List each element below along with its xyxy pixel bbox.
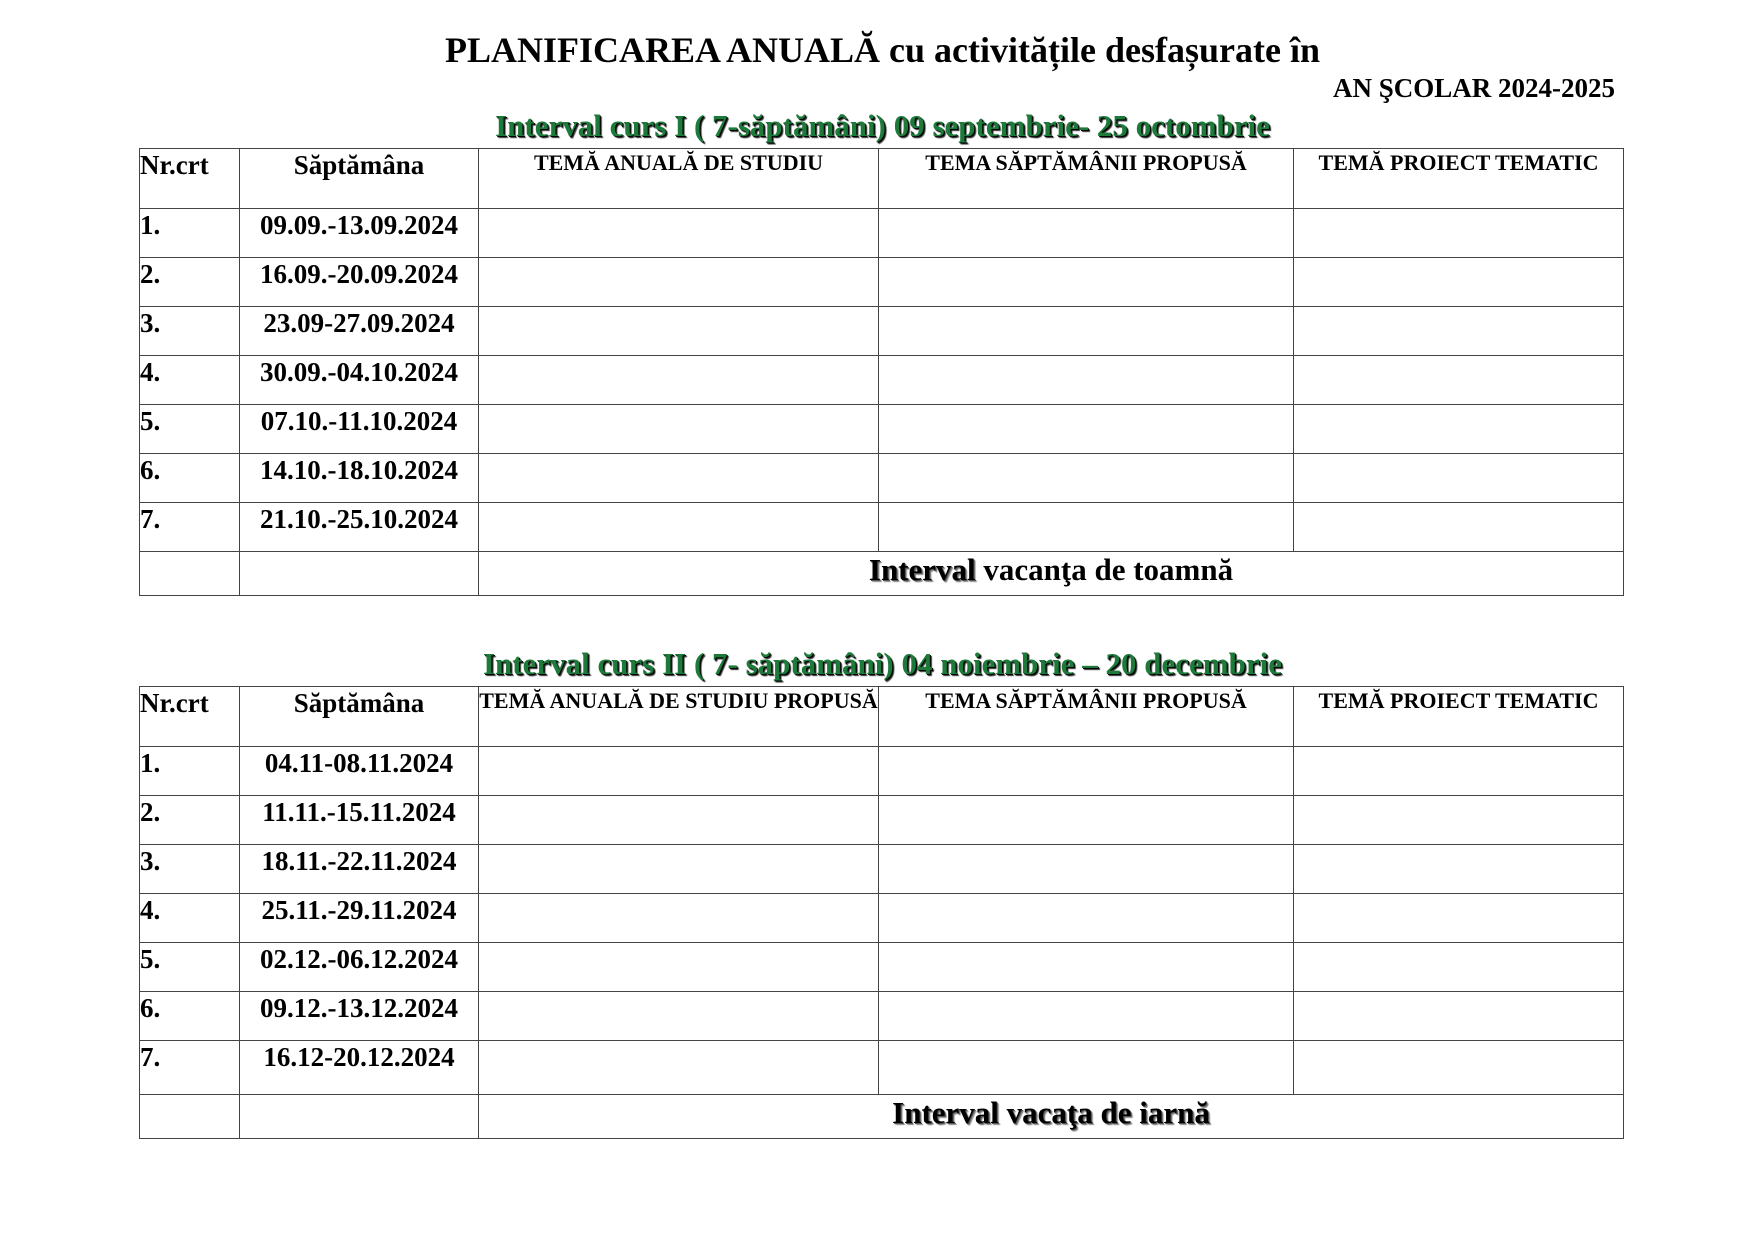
school-year: AN ŞCOLAR 2024-2025	[1332, 73, 1615, 103]
row-number: 2.	[140, 258, 240, 307]
row-number: 1.	[140, 747, 240, 796]
vacation-label-bold: Interval	[868, 552, 976, 587]
row-number: 2.	[140, 796, 240, 845]
row-number: 1.	[140, 209, 240, 258]
cell-project-theme[interactable]	[1294, 1041, 1624, 1095]
cell-annual-theme[interactable]	[479, 356, 879, 405]
row-number: 5.	[140, 405, 240, 454]
header-week: Săptămâna	[240, 149, 479, 209]
vacation-label	[479, 552, 1624, 596]
row-week: 02.12.-06.12.2024	[240, 943, 479, 992]
cell-week-theme[interactable]	[879, 747, 1294, 796]
row-week: 09.12.-13.12.2024	[240, 992, 479, 1041]
row-week: 16.12-20.12.2024	[240, 1041, 479, 1095]
cell-annual-theme[interactable]	[479, 845, 879, 894]
table-row	[140, 747, 1624, 796]
row-number: 3.	[140, 845, 240, 894]
table-row	[140, 209, 1624, 258]
cell-week-theme[interactable]	[879, 258, 1294, 307]
cell-week-theme[interactable]	[879, 992, 1294, 1041]
cell-annual-theme[interactable]	[479, 894, 879, 943]
cell-week-theme[interactable]	[879, 356, 1294, 405]
row-week: 25.11.-29.11.2024	[240, 894, 479, 943]
interval-2-table	[139, 686, 1624, 1139]
header-annual-theme: TEMĂ ANUALĂ DE STUDIU	[479, 149, 879, 209]
header-nr: Nr.crt	[140, 149, 240, 209]
table-row	[140, 503, 1624, 552]
row-number: 4.	[140, 356, 240, 405]
table-row	[140, 356, 1624, 405]
cell-annual-theme[interactable]	[479, 1041, 879, 1095]
row-week: 04.11-08.11.2024	[240, 747, 479, 796]
cell-project-theme[interactable]	[1294, 307, 1624, 356]
interval-1-table	[139, 148, 1624, 596]
row-number: 6.	[140, 992, 240, 1041]
row-number: 6.	[140, 454, 240, 503]
row-week: 09.09.-13.09.2024	[240, 209, 479, 258]
cell-annual-theme[interactable]	[479, 307, 879, 356]
cell-project-theme[interactable]	[1294, 845, 1624, 894]
cell-annual-theme[interactable]	[479, 209, 879, 258]
vacation-nr-cell	[140, 1095, 240, 1139]
row-number: 3.	[140, 307, 240, 356]
cell-annual-theme[interactable]	[479, 992, 879, 1041]
row-week: 23.09-27.09.2024	[240, 307, 479, 356]
cell-week-theme[interactable]	[879, 1041, 1294, 1095]
interval-1-heading: Interval curs I ( 7-săptămâni) 09 septembrie- 25 octombrie	[495, 108, 1270, 143]
cell-week-theme[interactable]	[879, 894, 1294, 943]
header-annual-theme: TEMĂ ANUALĂ DE STUDIU PROPUSĂ	[479, 687, 879, 747]
row-number: 7.	[140, 1041, 240, 1095]
cell-project-theme[interactable]	[1294, 454, 1624, 503]
vacation-row	[140, 1095, 1624, 1139]
table-row	[140, 894, 1624, 943]
table-row	[140, 992, 1624, 1041]
table-row	[140, 405, 1624, 454]
table-row	[140, 943, 1624, 992]
cell-annual-theme[interactable]	[479, 258, 879, 307]
row-number: 4.	[140, 894, 240, 943]
cell-project-theme[interactable]	[1294, 209, 1624, 258]
cell-project-theme[interactable]	[1294, 894, 1624, 943]
cell-week-theme[interactable]	[879, 454, 1294, 503]
document-title: PLANIFICAREA ANUALĂ cu activitățile desfașurate în	[445, 30, 1320, 70]
cell-project-theme[interactable]	[1294, 405, 1624, 454]
header-nr: Nr.crt	[140, 687, 240, 747]
cell-week-theme[interactable]	[879, 796, 1294, 845]
table-row	[140, 454, 1624, 503]
cell-project-theme[interactable]	[1294, 992, 1624, 1041]
cell-week-theme[interactable]	[879, 503, 1294, 552]
cell-annual-theme[interactable]	[479, 943, 879, 992]
table-row	[140, 845, 1624, 894]
cell-project-theme[interactable]	[1294, 258, 1624, 307]
vacation-nr-cell	[140, 552, 240, 596]
row-week: 16.09.-20.09.2024	[240, 258, 479, 307]
cell-week-theme[interactable]	[879, 307, 1294, 356]
cell-annual-theme[interactable]	[479, 454, 879, 503]
cell-project-theme[interactable]	[1294, 747, 1624, 796]
header-week-theme: TEMA SĂPTĂMÂNII PROPUSĂ	[879, 149, 1294, 209]
cell-project-theme[interactable]	[1294, 943, 1624, 992]
vacation-week-cell	[240, 1095, 479, 1139]
vacation-row	[140, 552, 1624, 596]
cell-annual-theme[interactable]	[479, 796, 879, 845]
table-row	[140, 258, 1624, 307]
row-number: 7.	[140, 503, 240, 552]
row-week: 18.11.-22.11.2024	[240, 845, 479, 894]
table-row	[140, 307, 1624, 356]
header-project-theme: TEMĂ PROIECT TEMATIC	[1294, 687, 1624, 747]
cell-project-theme[interactable]	[1294, 503, 1624, 552]
header-week-theme: TEMA SĂPTĂMÂNII PROPUSĂ	[879, 687, 1294, 747]
vacation-label: Interval vacaţa de iarnă	[479, 1095, 1624, 1139]
row-week: 07.10.-11.10.2024	[240, 405, 479, 454]
table-header-row	[140, 687, 1624, 747]
row-week: 21.10.-25.10.2024	[240, 503, 479, 552]
row-week: 11.11.-15.11.2024	[240, 796, 479, 845]
cell-week-theme[interactable]	[879, 845, 1294, 894]
row-week: 30.09.-04.10.2024	[240, 356, 479, 405]
cell-week-theme[interactable]	[879, 943, 1294, 992]
cell-annual-theme[interactable]	[479, 503, 879, 552]
cell-project-theme[interactable]	[1294, 356, 1624, 405]
header-project-theme: TEMĂ PROIECT TEMATIC	[1294, 149, 1624, 209]
header-week: Săptămâna	[240, 687, 479, 747]
cell-annual-theme[interactable]	[479, 747, 879, 796]
table-row	[140, 796, 1624, 845]
cell-project-theme[interactable]	[1294, 796, 1624, 845]
vacation-label-rest: vacanţa de toamnă	[975, 552, 1234, 587]
table-row	[140, 1041, 1624, 1095]
interval-2-heading: Interval curs II ( 7- săptămâni) 04 noiembrie – 20 decembrie	[482, 646, 1282, 681]
vacation-week-cell	[240, 552, 479, 596]
cell-week-theme[interactable]	[879, 209, 1294, 258]
cell-annual-theme[interactable]	[479, 405, 879, 454]
table-header-row	[140, 149, 1624, 209]
cell-week-theme[interactable]	[879, 405, 1294, 454]
row-week: 14.10.-18.10.2024	[240, 454, 479, 503]
row-number: 5.	[140, 943, 240, 992]
